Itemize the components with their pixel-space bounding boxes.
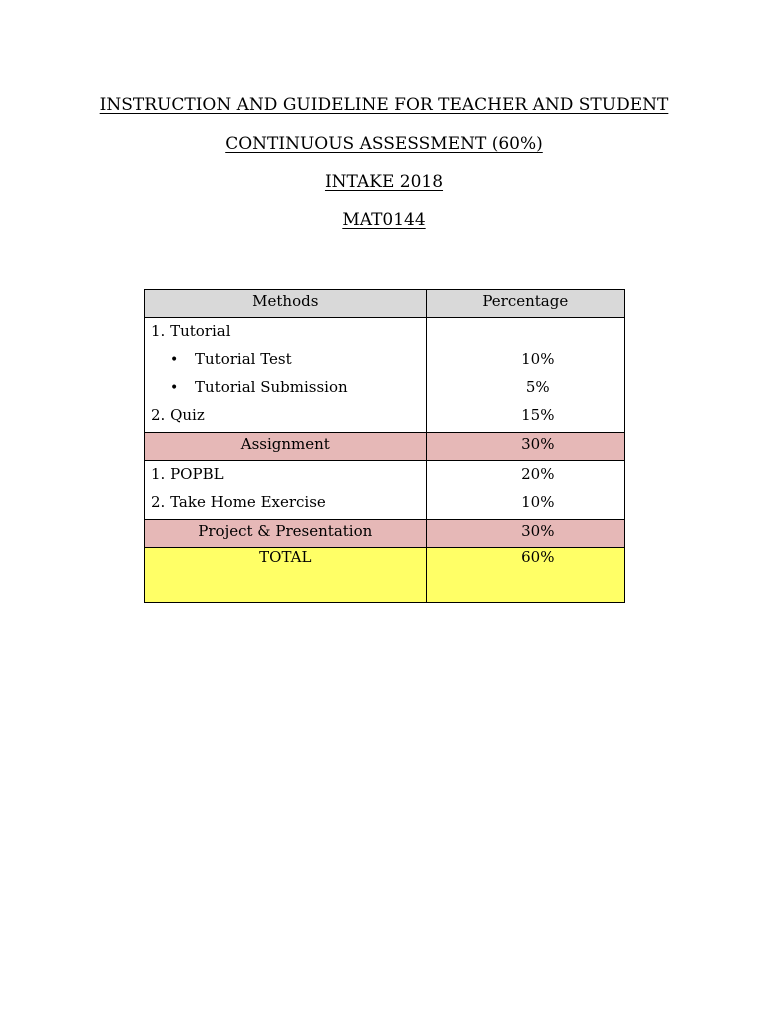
percentage-column-header: Percentage xyxy=(426,290,624,318)
assignment-items-row xyxy=(145,461,625,520)
method-label: 2. Take Home Exercise xyxy=(151,493,326,511)
percentage-value: 20% xyxy=(521,465,555,483)
course-code-heading xyxy=(0,209,768,231)
project-label: Project & Presentation xyxy=(145,520,427,548)
percentage-value xyxy=(427,318,624,348)
list-item xyxy=(145,376,426,404)
percentage-value: 15% xyxy=(521,406,555,424)
method-label: Tutorial Test xyxy=(195,350,292,368)
assignment-methods xyxy=(145,461,427,520)
total-row xyxy=(145,548,625,603)
title-line-2: CONTINUOUS ASSESSMENT (60%) xyxy=(225,134,543,154)
assignment-percentage: 30% xyxy=(426,433,624,461)
assignment-percentages xyxy=(426,461,624,520)
document-title xyxy=(0,94,768,116)
project-percentage: 30% xyxy=(426,520,624,548)
methods-column-header: Methods xyxy=(145,290,427,318)
project-presentation-row xyxy=(145,520,625,548)
assignment-label: Assignment xyxy=(145,433,427,461)
percentage-value: 10% xyxy=(521,493,555,511)
title-line-1: INSTRUCTION AND GUIDELINE FOR TEACHER AND STUDENT xyxy=(99,95,669,115)
title-line-4: MAT0144 xyxy=(342,210,426,230)
method-label: 1. Tutorial xyxy=(151,322,231,340)
method-label: 2. Quiz xyxy=(151,406,205,424)
assessment-table xyxy=(144,289,625,603)
document-subtitle xyxy=(0,133,768,155)
bullet-icon: • xyxy=(170,380,179,396)
list-item xyxy=(145,348,426,376)
assignment-header-row xyxy=(145,433,625,461)
method-label: 1. POPBL xyxy=(151,465,224,483)
percentage-value: 10% xyxy=(521,350,555,368)
bullet-icon: • xyxy=(170,352,179,368)
total-label: TOTAL xyxy=(145,548,427,603)
table-header-row xyxy=(145,290,625,318)
tutorial-quiz-percentages xyxy=(426,318,624,433)
tutorial-quiz-row xyxy=(145,318,625,433)
title-line-3: INTAKE 2018 xyxy=(324,172,444,192)
percentage-value: 5% xyxy=(525,378,550,396)
intake-heading xyxy=(0,171,768,193)
total-percentage: 60% xyxy=(426,548,624,603)
method-label: Tutorial Submission xyxy=(195,378,348,396)
tutorial-quiz-methods xyxy=(145,318,427,433)
